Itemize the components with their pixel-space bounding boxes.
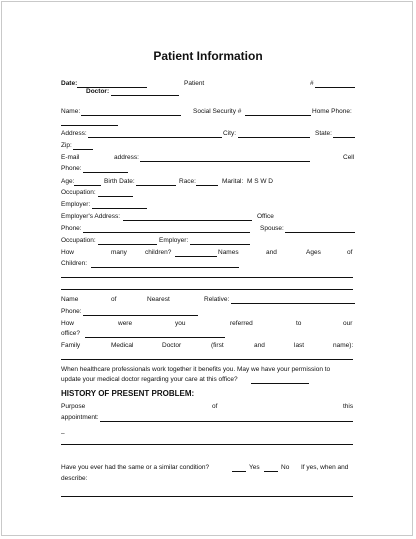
children-names: Names xyxy=(218,249,239,256)
cell-phone-field[interactable] xyxy=(83,172,128,173)
appointment-field-line2[interactable] xyxy=(61,444,353,445)
children-how: How xyxy=(61,249,75,256)
appointment-field[interactable] xyxy=(100,421,353,422)
describe-field[interactable] xyxy=(61,496,353,497)
email-label-part2: address: xyxy=(114,154,139,161)
home-phone-label: Home Phone: xyxy=(312,108,352,115)
family-doctor-field[interactable] xyxy=(61,359,353,360)
employer-field[interactable] xyxy=(92,208,147,209)
relative-nearest: Nearest xyxy=(147,296,170,303)
marital-options[interactable]: M S W D xyxy=(247,178,273,185)
children-field-line2[interactable] xyxy=(61,277,353,278)
purpose-of: of xyxy=(212,403,218,410)
fmd-family: Family xyxy=(61,342,81,349)
referral-field[interactable] xyxy=(85,337,225,338)
referred-office: office? xyxy=(61,330,81,337)
zip-label: Zip: xyxy=(61,142,72,149)
cell-phone-label: Phone: xyxy=(61,165,82,172)
history-dash: – xyxy=(61,430,65,437)
referred-referred: referred xyxy=(230,320,253,327)
marital-label: Marital: xyxy=(222,178,244,185)
ssn-label: Social Security # xyxy=(193,108,242,115)
patient-number-field[interactable] xyxy=(315,87,355,88)
consent-text-line1: When healthcare professionals work together it benefits you. May we have your permission to xyxy=(61,366,331,373)
relative-relative: Relative: xyxy=(204,296,230,303)
address-label: Address: xyxy=(61,130,87,137)
children-label: Children: xyxy=(61,260,88,267)
children-of: of xyxy=(347,249,353,256)
patient-label: Patient xyxy=(184,80,205,87)
patient-number-label: # xyxy=(310,80,314,87)
spouse-occupation-field[interactable] xyxy=(98,244,157,245)
ssn-field[interactable] xyxy=(245,115,311,116)
referred-you: you xyxy=(175,320,186,327)
children-and: and xyxy=(266,249,277,256)
referred-our: our xyxy=(343,320,353,327)
relative-phone-label: Phone: xyxy=(61,308,82,315)
yes-blank[interactable] xyxy=(232,471,246,472)
purpose-label: Purpose xyxy=(61,403,86,410)
relative-phone-field[interactable] xyxy=(83,315,198,316)
appointment-label: appointment: xyxy=(61,414,99,421)
fmd-medical: Medical xyxy=(111,342,134,349)
cell-label: Cell xyxy=(343,154,355,161)
age-label: Age: xyxy=(61,178,75,185)
children-field[interactable] xyxy=(91,267,239,268)
employers-address-label: Employer's Address: xyxy=(61,213,121,220)
zip-field[interactable] xyxy=(73,149,93,150)
if-yes-label: If yes, when and xyxy=(301,464,349,471)
employers-address-field[interactable] xyxy=(123,220,252,221)
name-field[interactable] xyxy=(81,115,181,116)
city-label: City: xyxy=(223,130,236,137)
yes-label: Yes xyxy=(249,464,260,471)
doctor-label: Doctor: xyxy=(86,88,110,95)
relative-field[interactable] xyxy=(231,303,355,304)
describe-label: describe: xyxy=(61,475,88,482)
fmd-name: name): xyxy=(333,342,354,349)
doctor-field[interactable] xyxy=(111,95,179,96)
age-field[interactable] xyxy=(74,185,101,186)
birth-date-field[interactable] xyxy=(136,185,176,186)
similar-condition-label: Have you ever had the same or a similar condition? xyxy=(61,464,210,471)
referred-how: How xyxy=(61,320,75,327)
address-field[interactable] xyxy=(88,137,222,138)
office-label: Office xyxy=(257,213,274,220)
children-many: many xyxy=(111,249,127,256)
fmd-doctor: Doctor xyxy=(162,342,182,349)
no-label: No xyxy=(281,464,290,471)
children-question: children? xyxy=(145,249,172,256)
relative-name: Name xyxy=(61,296,79,303)
consent-field[interactable] xyxy=(251,383,309,384)
spouse-label: Spouse: xyxy=(260,225,284,232)
birth-date-label: Birth Date: xyxy=(104,178,135,185)
spouse-field[interactable] xyxy=(285,232,355,233)
fmd-first: (first xyxy=(211,342,224,349)
email-field[interactable] xyxy=(140,161,310,162)
name-label: Name: xyxy=(61,108,81,115)
city-field[interactable] xyxy=(238,137,310,138)
children-count-field[interactable] xyxy=(175,256,217,257)
state-field[interactable] xyxy=(333,137,355,138)
date-label: Date: xyxy=(61,80,78,87)
spouse-occupation-label: Occupation: xyxy=(61,237,96,244)
email-label-part1: E-mail xyxy=(61,154,80,161)
home-phone-field[interactable] xyxy=(61,125,118,126)
race-field[interactable] xyxy=(196,185,218,186)
relative-of: of xyxy=(111,296,117,303)
race-label: Race: xyxy=(179,178,196,185)
spouse-employer-field[interactable] xyxy=(190,244,250,245)
state-label: State: xyxy=(315,130,332,137)
occupation-field[interactable] xyxy=(98,196,133,197)
referred-to: to xyxy=(296,320,302,327)
office-phone-field[interactable] xyxy=(83,232,250,233)
spouse-employer-label: Employer: xyxy=(159,237,189,244)
history-heading: HISTORY OF PRESENT PROBLEM: xyxy=(61,389,195,398)
fmd-last: last xyxy=(294,342,305,349)
office-phone-label: Phone: xyxy=(61,225,82,232)
consent-text-line2: update your medical doctor regarding your care at this office? xyxy=(61,376,238,383)
children-ages: Ages xyxy=(306,249,321,256)
referred-were: were xyxy=(118,320,133,327)
children-field-line3[interactable] xyxy=(61,289,353,290)
employer-label: Employer: xyxy=(61,201,91,208)
form-title: Patient Information xyxy=(153,49,263,63)
fmd-and: and xyxy=(254,342,265,349)
occupation-label: Occupation: xyxy=(61,189,96,196)
purpose-this: this xyxy=(343,403,354,410)
no-blank[interactable] xyxy=(264,471,278,472)
